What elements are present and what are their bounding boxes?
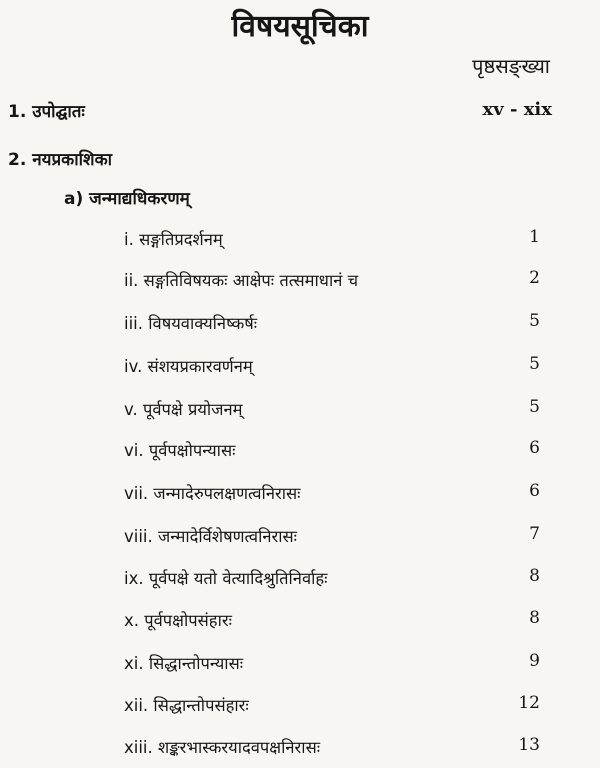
toc-entry [0,608,600,638]
toc-entry-label: ix. पूर्वपक्षे यतो वेत्यादिश्रुतिनिर्वाहः [124,569,328,588]
toc-entry-page: 9 [529,651,540,671]
toc-entry-introduction [0,99,600,129]
page-title: विषयसूचिका [231,9,369,44]
toc-entry-page: 1 [529,227,540,247]
toc-entry [0,481,600,511]
toc-entry [0,227,600,257]
toc-entry-page: 8 [529,566,540,586]
toc-entry-page: xv - xix [482,99,552,120]
toc-entry [0,566,600,596]
toc-entry-label: viii. जन्मादेर्विशेषणत्वनिरासः [124,527,298,546]
toc-entry-page: 5 [529,311,540,331]
toc-entry [0,693,600,723]
toc-entry [0,438,600,468]
toc-entry-label: xi. सिद्धान्तोपन्यासः [124,654,244,673]
toc-entry-label: iv. संशयप्रकारवर्णनम् [124,357,253,376]
toc-entry-page: 13 [518,735,540,755]
toc-entry-label: i. सङ्गतिप्रदर्शनम् [124,230,223,249]
toc-entry-label: iii. विषयवाक्यनिष्कर्षः [124,314,258,333]
toc-entry-page: 5 [529,354,540,374]
toc-entry-page: 5 [529,397,540,417]
page-number-column-header: पृष्ठसङ्ख्या [472,54,550,78]
toc-entry-label: 2. नयप्रकाशिका [8,150,113,170]
toc-entry-label: x. पूर्वपक्षोपसंहारः [124,611,232,630]
toc-entry-label: v. पूर्वपक्षे प्रयोजनम् [124,400,243,419]
toc-entry-page: 12 [518,693,540,713]
toc-entry [0,397,600,427]
toc-entry [0,524,600,554]
toc-entry [0,651,600,681]
toc-section-label: a) जन्माद्यधिकरणम् [64,189,190,209]
toc-entry-label: ii. सङ्गतिविषयकः आक्षेपः तत्समाधानं च [124,271,359,290]
toc-entry-label: vii. जन्मादेरुपलक्षणत्वनिरासः [124,484,301,503]
toc-entry-label: xiii. शङ्करभास्करयादवपक्षनिरासः [124,738,321,757]
toc-entry [0,268,600,298]
toc-entry [0,354,600,384]
toc-entry-nayaprakashika [0,147,600,177]
toc-entry-label: vi. पूर्वपक्षोपन्यासः [124,441,236,460]
toc-entry-page: 2 [529,268,540,288]
toc-entry-page: 7 [529,524,540,544]
toc-entry [0,735,600,765]
toc-entry-label: xii. सिद्धान्तोपसंहारः [124,696,249,715]
toc-entry-page: 6 [529,438,540,458]
toc-entry-page: 8 [529,608,540,628]
toc-entry [0,311,600,341]
toc-entry-page: 6 [529,481,540,501]
toc-entry-label: 1. उपोद्घातः [8,102,85,122]
toc-section-a [0,186,600,216]
